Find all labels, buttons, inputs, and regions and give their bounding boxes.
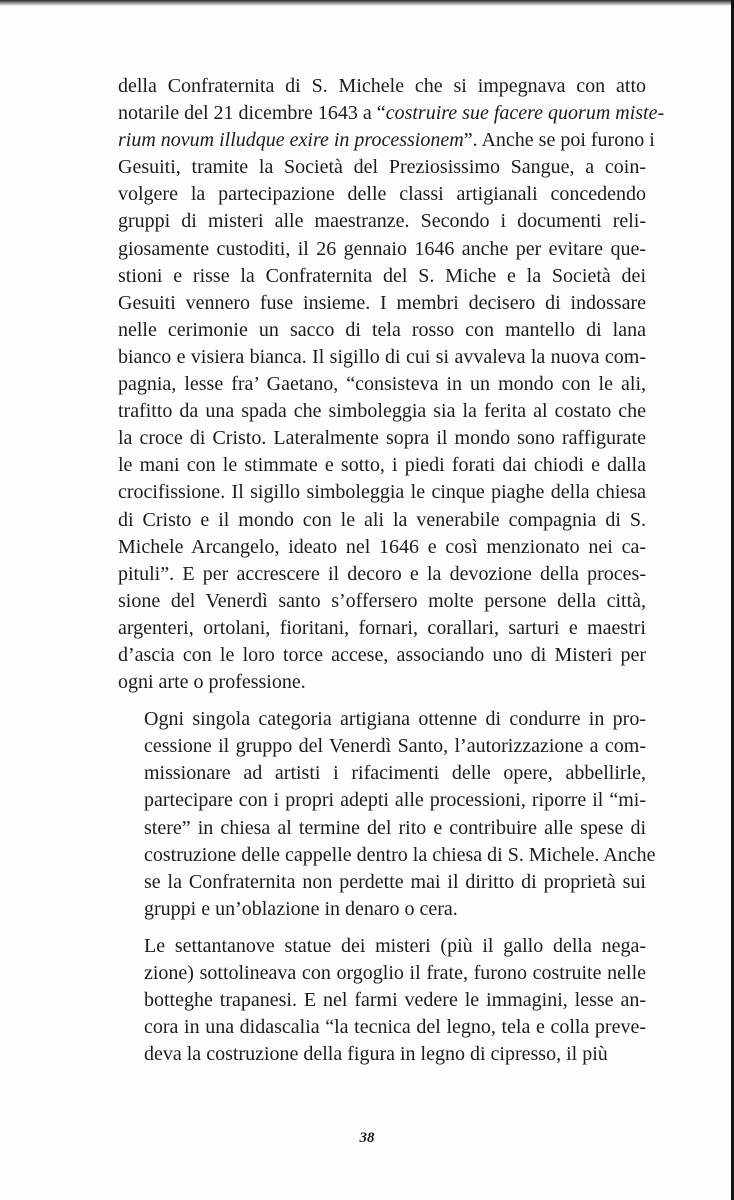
text-line: Michele Arcangelo, ideato nel 1646 e così menzionato nei ca- (118, 535, 646, 558)
paragraph (118, 706, 656, 923)
text-line: cessione il gruppo del Venerdì Santo, l’autorizzazione a com- (144, 735, 646, 758)
text-line: botteghe trapanesi. E nel farmi vedere le immagini, lesse an- (144, 989, 646, 1012)
text-line: Gesuiti, tramite la Società del Preziosissimo Sangue, a coin- (118, 156, 646, 179)
text-line: crocifissione. Il sigillo simboleggia le cinque piaghe della chiesa (118, 481, 646, 504)
page-number: 38 (359, 1130, 375, 1146)
text-line: nelle cerimonie un sacco di tela rosso con mantello di lana (118, 318, 646, 341)
text-line: ogni arte o professione. (118, 671, 306, 694)
text-line: pagnia, lesse fra’ Gaetano, “consisteva in un mondo con le ali, (118, 373, 646, 396)
text-line: pituli”. E per accrescere il decoro e la devozione della proces- (118, 562, 646, 585)
paragraph (118, 933, 646, 1068)
text-line: bianco e visiera bianca. Il sigillo di cui si avvaleva la nuova com- (118, 345, 646, 368)
text-line: missionare ad artisti i rifacimenti delle opere, abbellirle, (144, 762, 646, 785)
page-top-shadow (0, 0, 731, 6)
text-line: della Confraternita di S. Michele che si impegnava con atto (118, 75, 646, 97)
text-line: sione del Venerdì santo s’offersero molte persone della città, (118, 589, 646, 612)
text-line: partecipare con i propri adepti alle processioni, riporre il “mi- (144, 789, 646, 812)
text-line: se la Confraternita non perdette mai il diritto di proprietà sui (144, 870, 646, 893)
text-line: gruppi e un’oblazione in denaro o cera. (144, 897, 458, 920)
text-line: zione) sottolineava con orgoglio il frate, furono costruite nelle (144, 962, 646, 984)
text-line: stioni e risse la Confraternita del S. Miche e la Società dei (118, 264, 646, 287)
text-line: giosamente custoditi, il 26 gennaio 1646 anche per evitare que- (118, 237, 646, 260)
text-line: di Cristo e il mondo con le ali la venerabile compagnia di S. (118, 508, 646, 531)
text-line: rium novum illudque exire in processionem”. Anche se poi furono i (118, 129, 655, 152)
text-line: le mani con le stimmate e sotto, i piedi forati dai chiodi e dalla (118, 454, 646, 477)
text-line: Le settantanove statue dei misteri (più il gallo della nega- (144, 934, 646, 957)
text-line: argenteri, ortolani, fioritani, fornari, corallari, sarturi e maestri (118, 616, 646, 639)
text-line: la croce di Cristo. Lateralmente sopra il mondo sono raffigurate (118, 427, 646, 450)
text-line: deva la costruzione della figura in legno di cipresso, il più (144, 1043, 608, 1066)
text-line: stere” in chiesa al termine del rito e contribuire alle spese di (144, 816, 646, 839)
text-line: cora in una didascalia “la tecnica del legno, tela e colla preve- (144, 1016, 646, 1039)
text-line: gruppi di misteri alle maestranze. Secondo i documenti reli- (118, 210, 646, 233)
text-line: Gesuiti vennero fuse insieme. I membri decisero di indossare (118, 291, 646, 314)
text-line: notarile del 21 dicembre 1643 a “costruire sue facere quorum miste- (118, 102, 665, 125)
text-line: trafitto da una spada che simboleggia sia la ferita al costato che (118, 400, 646, 423)
paragraph (118, 73, 665, 696)
text-line: Ogni singola categoria artigiana ottenne di condurre in pro- (144, 708, 646, 731)
text-line: volgere la partecipazione delle classi artigianali concedendo (118, 183, 646, 206)
text-line: d’ascia con le loro torce accese, associando uno di Misteri per (118, 643, 646, 666)
body-text (118, 73, 665, 1078)
text-line: costruzione delle cappelle dentro la chiesa di S. Michele. Anche (144, 843, 656, 866)
